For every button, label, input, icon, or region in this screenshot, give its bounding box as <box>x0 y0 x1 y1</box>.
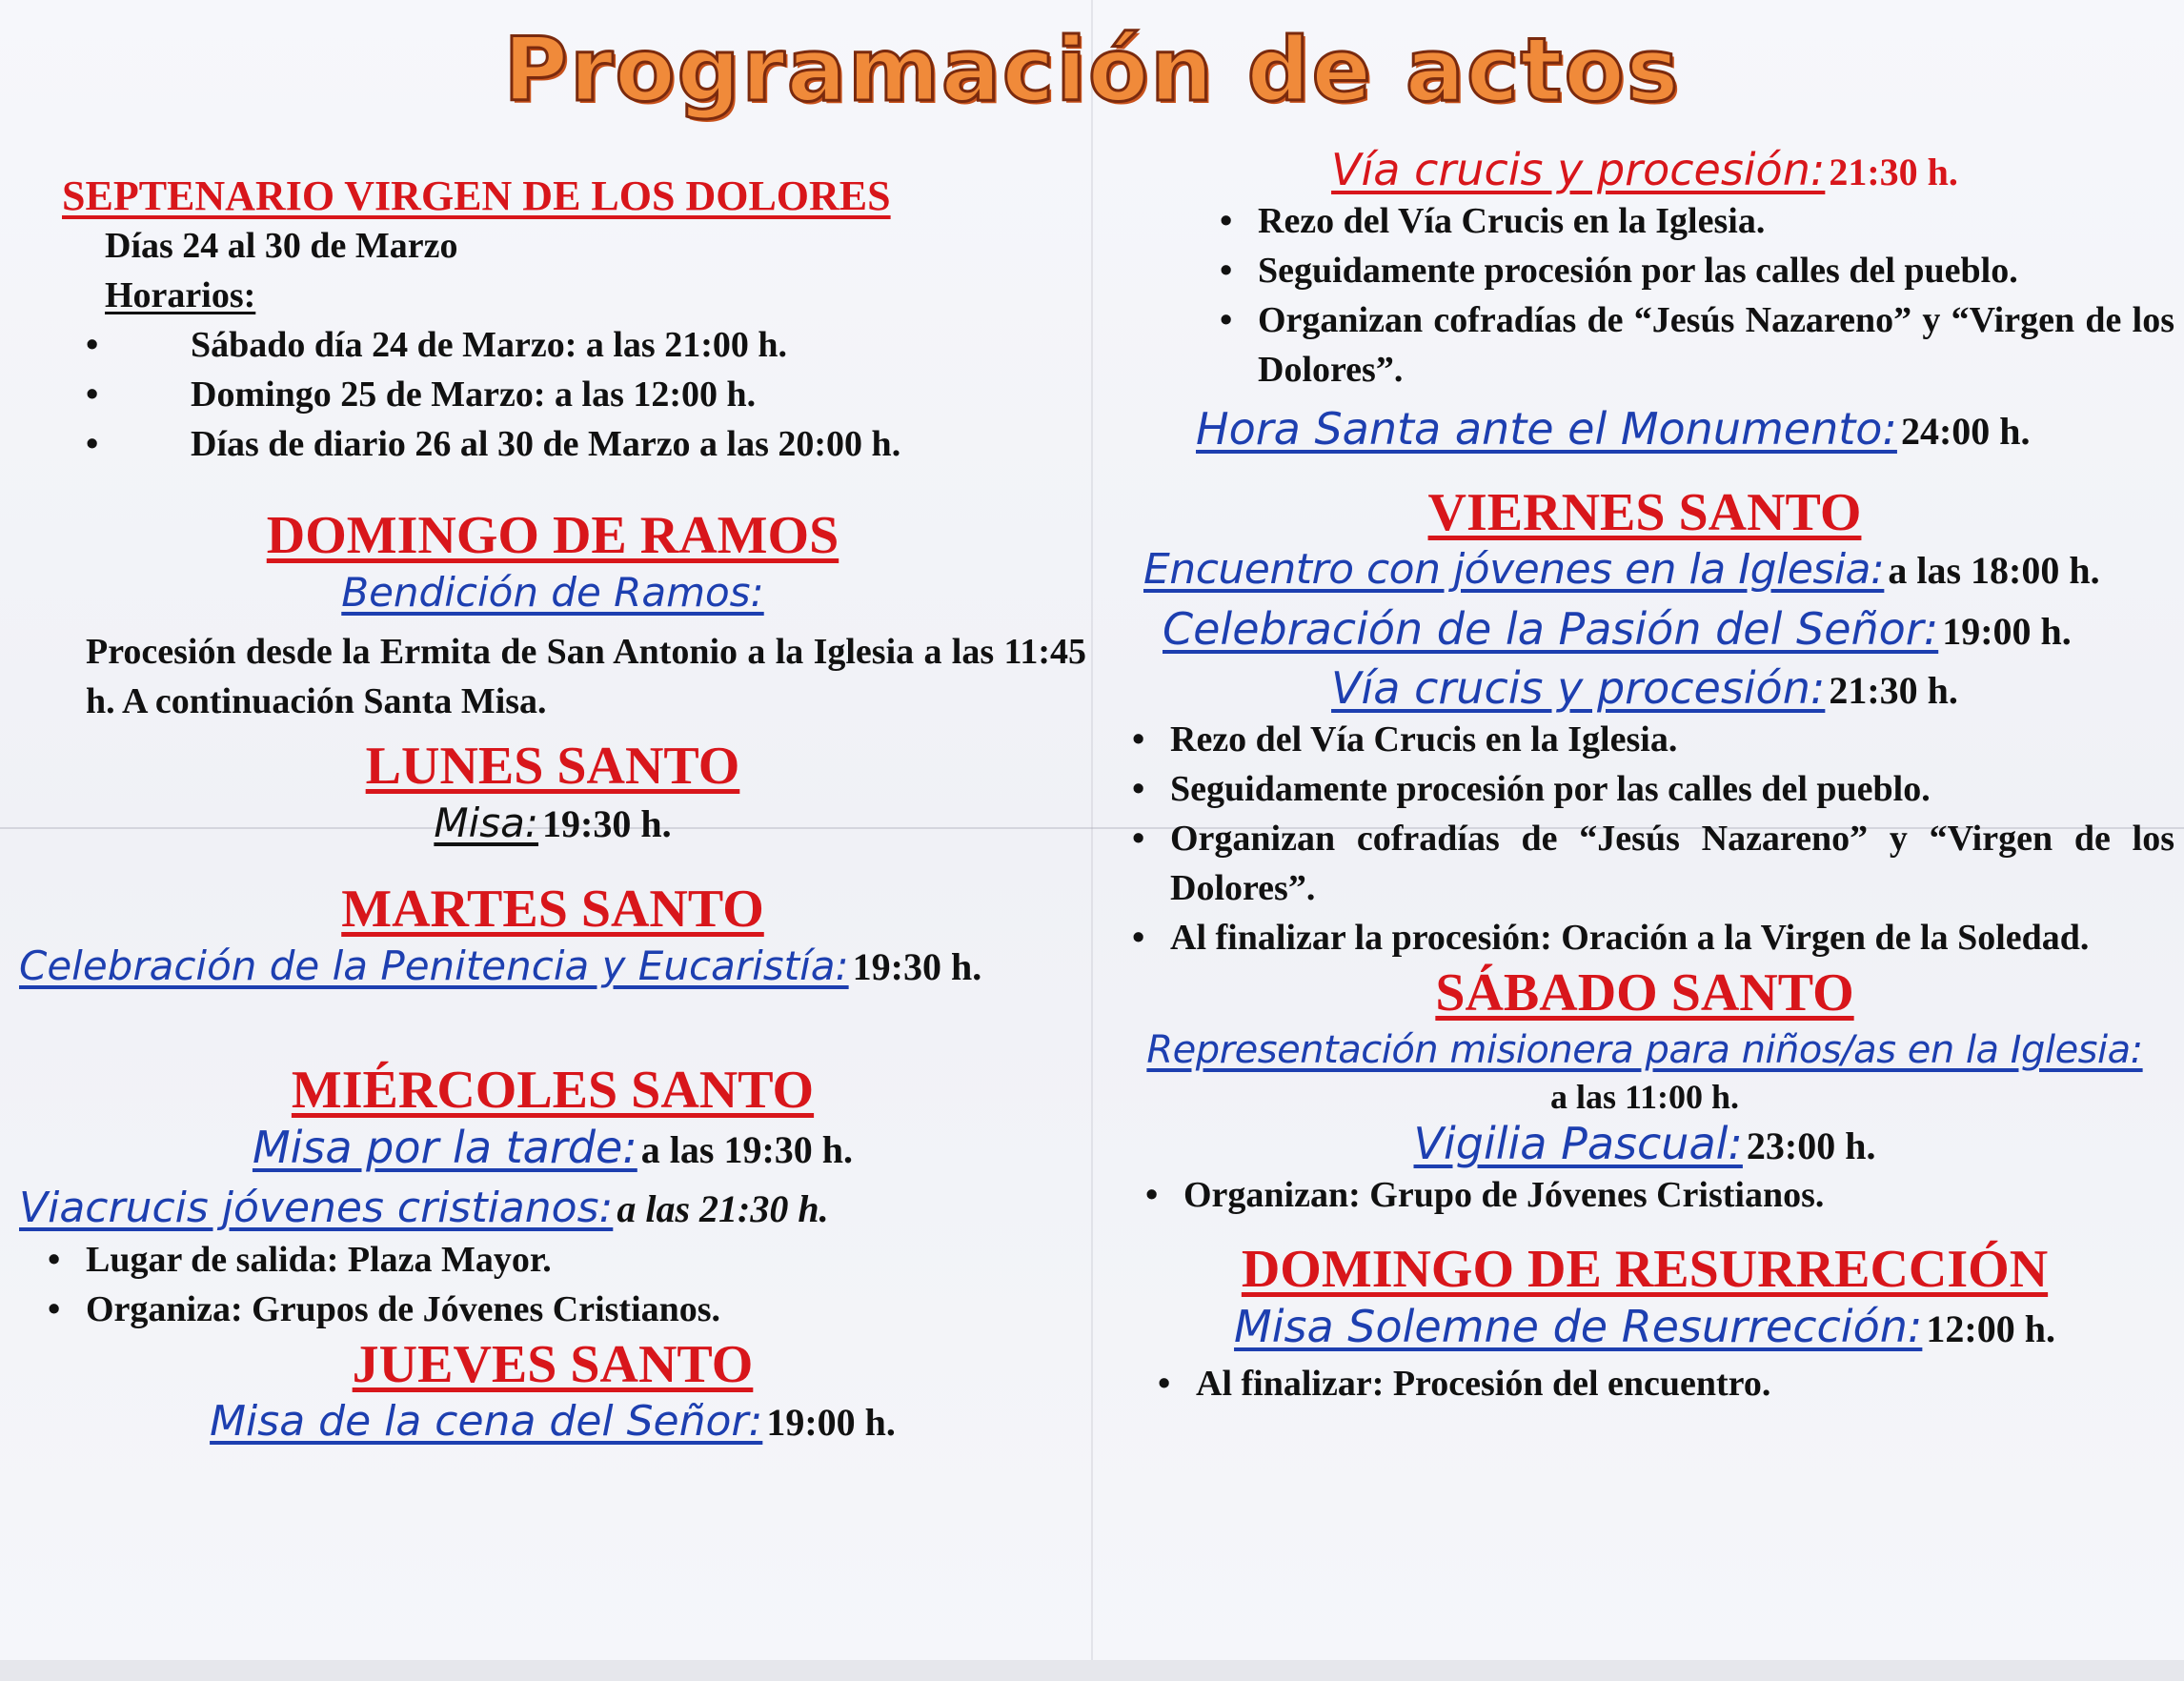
event-title: Vía crucis y procesión: <box>1331 144 1826 195</box>
list-item: • Organizan cofradías de “Jesús Nazareno” y “Virgen de los Dolores”. <box>1258 295 2174 395</box>
event-title: Misa de la cena del Señor: <box>210 1397 763 1446</box>
event-title: Misa: <box>434 800 539 846</box>
section-lunes <box>19 736 1086 850</box>
left-column <box>19 172 1086 1448</box>
event-title: Vía crucis y procesión: <box>1331 662 1826 714</box>
list-item: • Organizan cofradías de “Jesús Nazareno” y “Virgen de los Dolores”. <box>1170 814 2174 913</box>
event-title: Encuentro con jóvenes en la Iglesia: <box>1143 545 1885 594</box>
event-details-list <box>1115 196 2174 395</box>
event-title: Bendición de Ramos: <box>341 569 764 616</box>
section-heading: MIÉRCOLES SANTO <box>291 1061 815 1120</box>
section-heading: SEPTENARIO VIRGEN DE LOS DOLORES <box>62 172 891 219</box>
section-septenario <box>19 172 1086 469</box>
section-jueves <box>19 1334 1086 1448</box>
schedule-list <box>105 320 1086 469</box>
event-time: 19:00 h. <box>766 1401 896 1444</box>
event-time: a las 18:00 h. <box>1888 549 2100 592</box>
section-miercoles <box>19 1060 1086 1334</box>
event-time: 19:00 h. <box>1942 610 2072 653</box>
list-item: • Al finalizar la procesión: Oración a la Virgen de la Soledad. <box>1170 913 2174 962</box>
section-heading: VIERNES SANTO <box>1427 483 1862 542</box>
section-resurreccion <box>1115 1239 2174 1408</box>
list-item: • Rezo del Vía Crucis en la Iglesia. <box>1170 715 2174 764</box>
list-item: • Organiza: Grupos de Jóvenes Cristianos. <box>86 1285 1086 1334</box>
section-heading: DOMINGO DE RAMOS <box>266 506 839 565</box>
page-title: Programación de actos <box>503 19 1681 121</box>
event-time: 12:00 h. <box>1926 1307 2055 1350</box>
section-heading: DOMINGO DE RESURRECCIÓN <box>1241 1240 2049 1299</box>
event-time: a las 19:30 h. <box>640 1128 854 1171</box>
event-title: Representación misionera para niños/as en la Iglesia: <box>1146 1028 2143 1072</box>
event-title: Celebración de la Penitencia y Eucaristía: <box>19 942 849 989</box>
list-item: • Seguidamente procesión por las calles del pueblo. <box>1258 246 2174 295</box>
event-details-list <box>1115 1170 2174 1220</box>
list-item: • Días de diario 26 al 30 de Marzo a las 20:00 h. <box>191 419 1086 469</box>
list-item: • Rezo del Vía Crucis en la Iglesia. <box>1258 196 2174 246</box>
list-item: • Al finalizar: Procesión del encuentro. <box>1196 1359 2174 1408</box>
date-range: Días 24 al 30 de Marzo <box>105 226 458 266</box>
event-title: Misa por la tarde: <box>252 1122 637 1173</box>
section-heading: JUEVES SANTO <box>352 1335 754 1394</box>
section-sabado <box>1115 962 2174 1220</box>
event-description: Procesión desde la Ermita de San Antonio a la Iglesia a las 11:45 h. A continuación Santa Misa. <box>86 632 1086 721</box>
list-item: • Seguidamente procesión por las calles del pueblo. <box>1170 764 2174 814</box>
paper-edge <box>0 1660 2184 1681</box>
right-column <box>1115 143 2174 1408</box>
list-item: • Organizan: Grupo de Jóvenes Cristianos. <box>1183 1170 2174 1220</box>
event-title: Misa Solemne de Resurrección: <box>1234 1301 1923 1352</box>
event-time: 21:30 h. <box>1829 151 1958 193</box>
event-details-list <box>1115 715 2174 962</box>
event-time: 23:00 h. <box>1746 1124 1876 1167</box>
event-time: 19:30 h. <box>852 945 982 988</box>
event-time: a las 21:30 h. <box>617 1187 829 1230</box>
list-item: • Domingo 25 de Marzo: a las 12:00 h. <box>191 370 1086 419</box>
section-heading: SÁBADO SANTO <box>1435 963 1854 1023</box>
event-time: a las 11:00 h. <box>1549 1078 1740 1116</box>
event-details-list <box>19 1235 1086 1334</box>
section-jueves-continued <box>1115 143 2174 456</box>
event-title: Viacrucis jóvenes cristianos: <box>19 1184 614 1232</box>
section-heading: MARTES SANTO <box>341 880 764 939</box>
list-item: • Sábado día 24 de Marzo: a las 21:00 h. <box>191 320 1086 370</box>
horarios-label: Horarios: <box>105 275 256 315</box>
event-title: Vigilia Pascual: <box>1413 1118 1743 1169</box>
list-item: • Lugar de salida: Plaza Mayor. <box>86 1235 1086 1285</box>
section-martes <box>19 879 1086 993</box>
section-domingo-ramos <box>19 505 1086 726</box>
event-details-list <box>1115 1359 2174 1408</box>
event-time: 21:30 h. <box>1829 669 1958 712</box>
event-time: 24:00 h. <box>1900 410 2031 453</box>
event-time: 19:30 h. <box>542 802 672 845</box>
section-heading: LUNES SANTO <box>365 737 740 796</box>
section-viernes <box>1115 482 2174 962</box>
event-title: Hora Santa ante el Monumento: <box>1196 403 1897 455</box>
fold-line-vertical <box>1091 0 1093 1681</box>
event-title: Celebración de la Pasión del Señor: <box>1163 603 1939 655</box>
